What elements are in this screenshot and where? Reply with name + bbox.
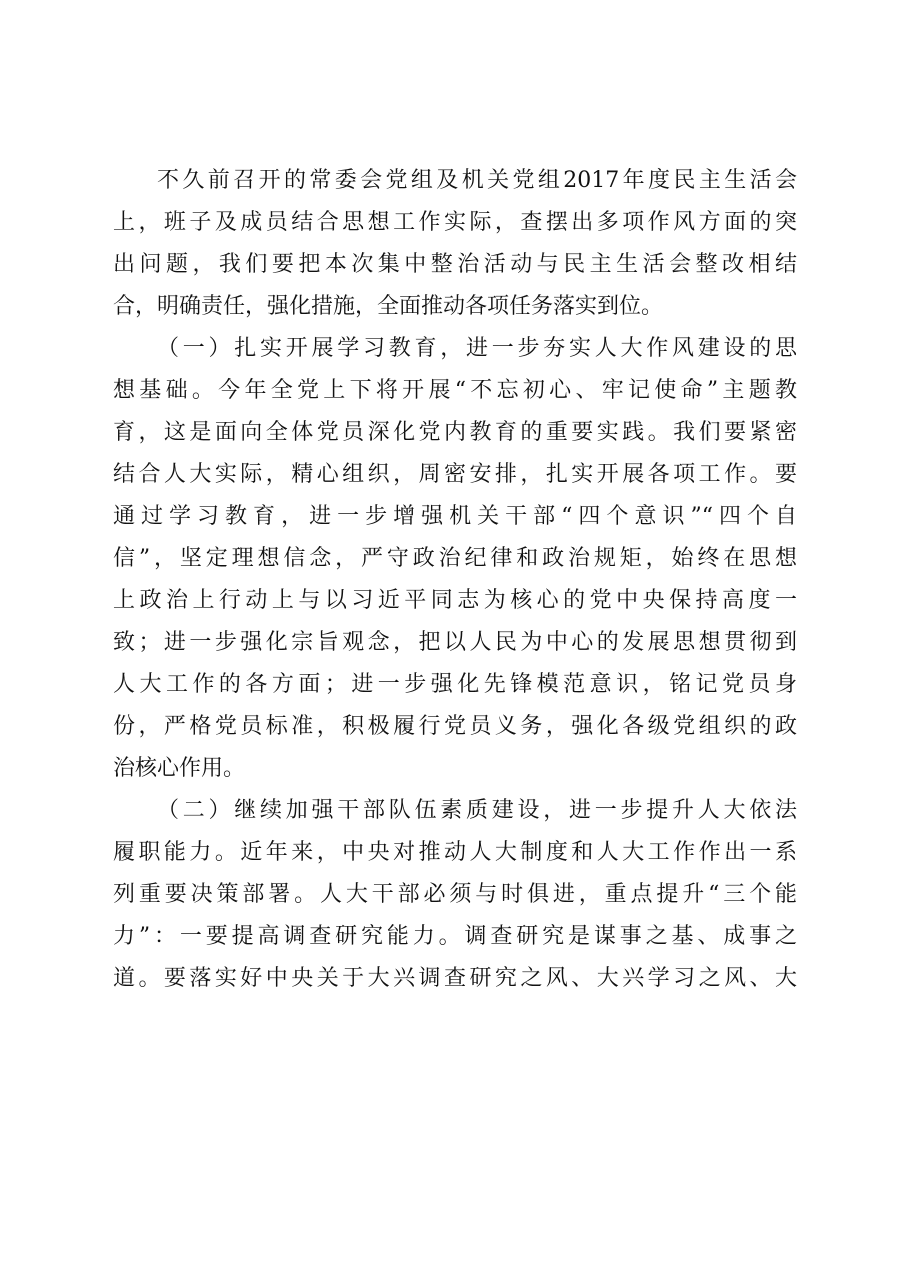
text-line: 上，班子及成员结合思想工作实际，查摆出多项作风方面的突	[113, 210, 797, 235]
text-line: 治核心作用。	[113, 756, 246, 781]
text-line: 道。要落实好中央关于大兴调查研究之风、大兴学习之风、大	[113, 966, 797, 991]
paragraph-intro	[113, 160, 797, 328]
text-line: 信”，坚定理想信念，严守政治纪律和政治规矩，始终在思想	[113, 546, 797, 571]
text-line: 合，明确责任，强化措施，全面推动各项任务落实到位。	[113, 294, 664, 319]
text-line: （二）继续加强干部队伍素质建设，进一步提升人大依法	[157, 798, 797, 823]
text-line: 想基础。今年全党上下将开展“不忘初心、牢记使命”主题教	[113, 378, 797, 403]
text-line: 列重要决策部署。人大干部必须与时俱进，重点提升“三个能	[113, 882, 797, 907]
text-line: 份，严格党员标准，积极履行党员义务，强化各级党组织的政	[113, 714, 797, 739]
text-line: 上政治上行动上与以习近平同志为核心的党中央保持高度一	[113, 588, 797, 613]
text-line: 通过学习教育，进一步增强机关干部“四个意识”“四个自	[113, 504, 797, 529]
document-body	[113, 160, 797, 1000]
text-line: 不久前召开的常委会党组及机关党组2017年度民主生活会	[157, 168, 797, 193]
text-line: 致；进一步强化宗旨观念，把以人民为中心的发展思想贯彻到	[113, 630, 797, 655]
paragraph-section-2	[113, 790, 797, 1000]
text-line: 出问题，我们要把本次集中整治活动与民主生活会整改相结	[113, 252, 797, 277]
text-line: 力”：一要提高调查研究能力。调查研究是谋事之基、成事之	[113, 924, 797, 949]
paragraph-section-1	[113, 328, 797, 790]
text-line: 履职能力。近年来，中央对推动人大制度和人大工作作出一系	[113, 840, 797, 865]
text-line: 人大工作的各方面；进一步强化先锋模范意识，铭记党员身	[113, 672, 797, 697]
text-line: （一）扎实开展学习教育，进一步夯实人大作风建设的思	[157, 336, 797, 361]
text-line: 育，这是面向全体党员深化党内教育的重要实践。我们要紧密	[113, 420, 797, 445]
text-line: 结合人大实际，精心组织，周密安排，扎实开展各项工作。要	[113, 462, 797, 487]
